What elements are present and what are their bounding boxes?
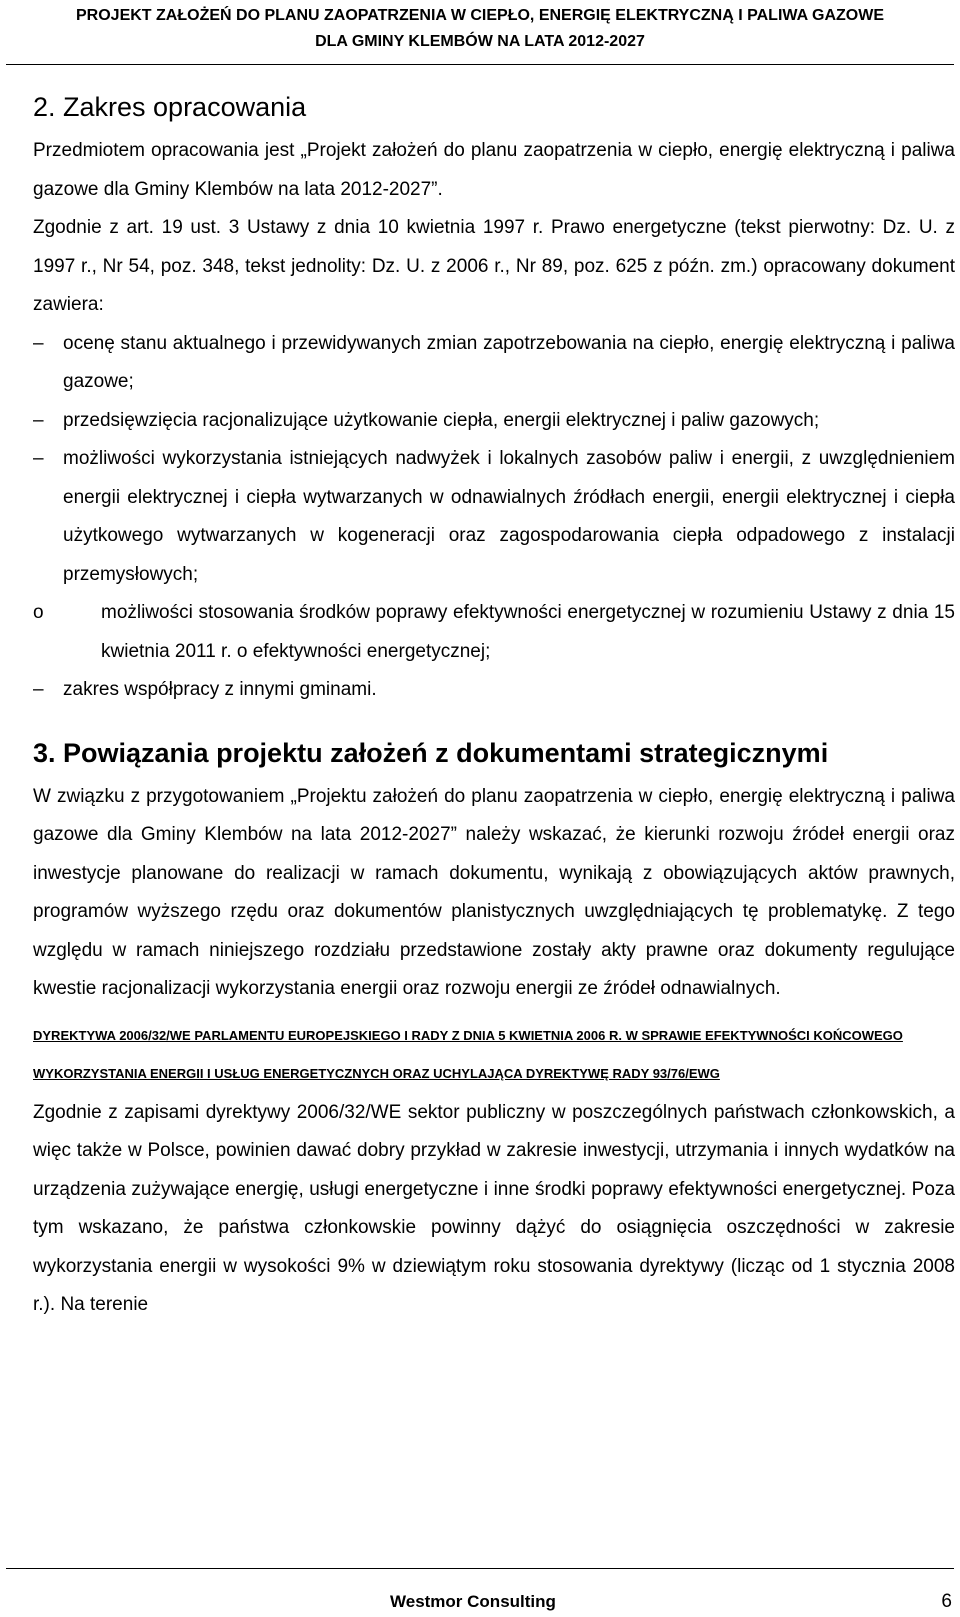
- section-2-paragraph-1: Przedmiotem opracowania jest „Projekt założeń do planu zaopatrzenia w ciepło, energię elektryczną i paliwa gazowe dla Gminy Klembów na lata 2012-2027”.: [33, 140, 955, 200]
- header-divider: [6, 64, 954, 65]
- page-number: 6: [941, 1591, 952, 1612]
- list-item-text: możliwości stosowania środków poprawy efektywności energetycznej w rozumieniu Ustawy z dnia 15 kwietnia 2011 r. o efektywności energetycznej;: [101, 602, 955, 662]
- dash-bullet: –: [33, 409, 44, 431]
- header-line-2: DLA GMINY KLEMBÓW NA LATA 2012-2027: [315, 33, 645, 50]
- list-item: [33, 671, 955, 710]
- list-item-text: ocenę stanu aktualnego i przewidywanych zmian zapotrzebowania na ciepło, energię elektryczną i paliwa gazowe;: [63, 332, 955, 392]
- scope-list: [33, 325, 955, 710]
- header-line-1: PROJEKT ZAŁOŻEŃ DO PLANU ZAOPATRZENIA W CIEPŁO, ENERGIĘ ELEKTRYCZNĄ I PALIWA GAZOWE: [76, 7, 884, 24]
- list-item: [33, 402, 955, 441]
- list-item-text: zakres współpracy z innymi gminami.: [63, 679, 377, 700]
- footer-company: Westmor Consulting: [390, 1592, 556, 1611]
- section-3-title: 3. Powiązania projektu założeń z dokumentami strategicznymi: [33, 737, 829, 768]
- directive-heading: DYREKTYWA 2006/32/WE PARLAMENTU EUROPEJSKIEGO I RADY Z DNIA 5 KWIETNIA 2006 R. W SPRAWIE EFEKTYWNOŚCI KOŃCOWEGO WYKORZYSTANIA ENERGII I USŁUG ENERGETYCZNYCH ORAZ UCHYLAJĄCA DYREKTYWĘ RADY 93/76/EWG: [33, 1027, 903, 1081]
- document-body: [33, 82, 955, 1325]
- section-3-paragraph-2: Zgodnie z zapisami dyrektywy 2006/32/WE sektor publiczny w poszczególnych państwach członkowskich, a więc także w Polsce, powinien dawać dobry przykład w zakresie inwestycji, utrzymania i innych wydatków na urządzenia zużywające energię, usługi energetyczne i inne środki poprawy efektywności energetycznej. Poza tym wskazano, że państwa członkowskie powinny dążyć do osiągnięcia oszczędności w zakresie wykorzystania energii w wysokości 9% w dziewiątym roku stosowania dyrektywy (licząc od 1 stycznia 2008 r.). Na terenie: [33, 1101, 955, 1315]
- sub-list-item: [33, 594, 955, 671]
- list-item: [33, 325, 955, 402]
- footer-divider: [6, 1568, 954, 1569]
- section-2-paragraph-2: Zgodnie z art. 19 ust. 3 Ustawy z dnia 10 kwietnia 1997 r. Prawo energetyczne (tekst pierwotny: Dz. U. z 1997 r., Nr 54, poz. 348, tekst jednolity: Dz. U. z 2006 r., Nr 89, poz. 625 z późn. zm.) opracowany dokument zawiera:: [33, 217, 955, 315]
- section-2-title: 2. Zakres opracowania: [33, 92, 307, 122]
- list-item-text: przedsięwzięcia racjonalizujące użytkowanie ciepła, energii elektrycznej i paliw gazowych;: [63, 409, 820, 431]
- circle-bullet: o: [33, 602, 44, 623]
- section-3-paragraph-1: W związku z przygotowaniem „Projektu założeń do planu zaopatrzenia w ciepło, energię elektryczną i paliwa gazowe dla Gminy Klembów na lata 2012-2027” należy wskazać, że kierunki rozwoju źródeł energii oraz inwestycje planowane do realizacji w ramach dokumentu, wynikają z obowiązujących aktów prawnych, programów wyższego rzędu oraz dokumentów planistycznych uwzględniających tę problematykę. Z tego względu w ramach niniejszego rozdziału przedstawione zostały akty prawne oraz dokumenty regulujące kwestie racjonalizacji wykorzystania energii oraz rozwoju energii ze źródeł odnawialnych.: [33, 785, 955, 999]
- list-item: [33, 440, 955, 594]
- dash-bullet: –: [33, 332, 44, 354]
- list-item-text: możliwości wykorzystania istniejących nadwyżek i lokalnych zasobów paliw i energii, z uwzględnieniem energii elektrycznej i ciepła wytwarzanych w odnawialnych źródłach energii, energii elektrycznej i ciepła użytkowego wytwarzanych w kogeneracji oraz zagospodarowania ciepła odpadowego z instalacji przemysłowych;: [63, 448, 955, 585]
- dash-bullet: –: [33, 448, 44, 469]
- dash-bullet: –: [33, 679, 44, 700]
